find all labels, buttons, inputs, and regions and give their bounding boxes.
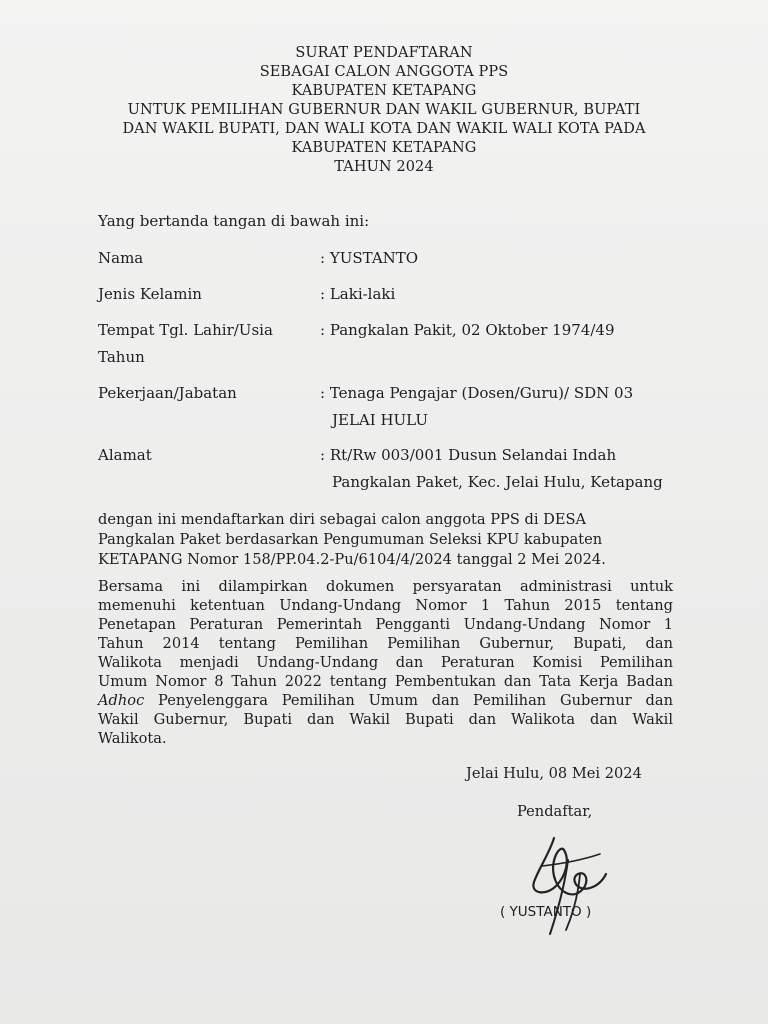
place-date: Jelai Hulu, 08 Mei 2024: [466, 765, 642, 782]
paragraph-line: Walikota menjadi Undang-Undang dan Peraturan Komisi Pemilihan: [98, 654, 673, 671]
paragraph-line-rest: Penyelenggara Pemilihan Umum dan Pemilihan Gubernur dan: [144, 692, 673, 709]
address-value-line: : Rt/Rw 003/001 Dusun Selandai Indah: [320, 446, 617, 464]
paragraph-line: Walikota.: [98, 730, 167, 747]
title-line: UNTUK PEMILIHAN GUBERNUR DAN WAKIL GUBERNUR, BUPATI: [127, 102, 641, 118]
paragraph-line: Bersama ini dilampirkan dokumen persyaratan administrasi untuk: [98, 578, 673, 595]
paragraph-line: Wakil Gubernur, Bupati dan Wakil Bupati dan Walikota dan Wakil: [98, 711, 673, 728]
signer-name: ( YUSTANTO ): [500, 904, 592, 920]
birth-value: : Pangkalan Pakit, 02 Oktober 1974/49: [320, 321, 615, 339]
registration-paragraph: [98, 510, 673, 570]
handwritten-signature: [520, 830, 620, 940]
occupation-value-line: JELAI HULU: [332, 411, 428, 429]
title-line: SEBAGAI CALON ANGGOTA PPS: [259, 64, 509, 80]
address-value: [320, 442, 740, 496]
paragraph-line: memenuhi ketentuan Undang-Undang Nomor 1 Tahun 2015 tentang: [98, 597, 673, 614]
paragraph-line: Penetapan Peraturan Pemerintah Pengganti Undang-Undang Nomor 1: [98, 616, 673, 633]
registrant-label: Pendaftar,: [517, 803, 593, 820]
paragraph-line: Pangkalan Paket berdasarkan Pengumuman Seleksi KPU kabupaten: [98, 531, 603, 548]
title-line: SURAT PENDAFTARAN: [295, 45, 473, 61]
occupation-label: Pekerjaan/Jabatan: [98, 384, 237, 402]
paragraph-line: Tahun 2014 tentang Pemilihan Pemilihan Gubernur, Bupati, dan: [98, 635, 673, 652]
occupation-value: [320, 380, 700, 434]
gender-label: Jenis Kelamin: [98, 285, 202, 303]
occupation-value-line: : Tenaga Pengajar (Dosen/Guru)/ SDN 03: [320, 384, 634, 402]
title-line: TAHUN 2024: [334, 159, 434, 175]
paragraph-line: Umum Nomor 8 Tahun 2022 tentang Pembentukan dan Tata Kerja Badan: [98, 673, 673, 690]
name-value: : YUSTANTO: [320, 249, 419, 267]
title-line: KABUPATEN KETAPANG: [291, 140, 477, 156]
birth-label-line: Tempat Tgl. Lahir/Usia: [98, 321, 273, 339]
gender-value: : Laki-laki: [320, 285, 396, 303]
intro-text: Yang bertanda tangan di bawah ini:: [98, 212, 370, 230]
paragraph-line: KETAPANG Nomor 158/PP.04.2-Pu/6104/4/2024 tanggal 2 Mei 2024.: [98, 551, 606, 568]
attachment-paragraph: [98, 577, 673, 748]
title-line: KABUPATEN KETAPANG: [291, 83, 477, 99]
letter-title: [40, 44, 728, 177]
italic-term: Adhoc: [98, 692, 145, 709]
address-value-line: Pangkalan Paket, Kec. Jelai Hulu, Ketapang: [332, 473, 663, 491]
birth-label-line: Tahun: [98, 348, 145, 366]
paragraph-line: [98, 691, 673, 710]
paragraph-line: dengan ini mendaftarkan diri sebagai calon anggota PPS di DESA: [98, 511, 587, 528]
address-label: Alamat: [98, 446, 152, 464]
birth-label: [98, 317, 298, 371]
title-line: DAN WAKIL BUPATI, DAN WALI KOTA DAN WAKIL WALI KOTA PADA: [122, 121, 646, 137]
name-label: Nama: [98, 249, 144, 267]
